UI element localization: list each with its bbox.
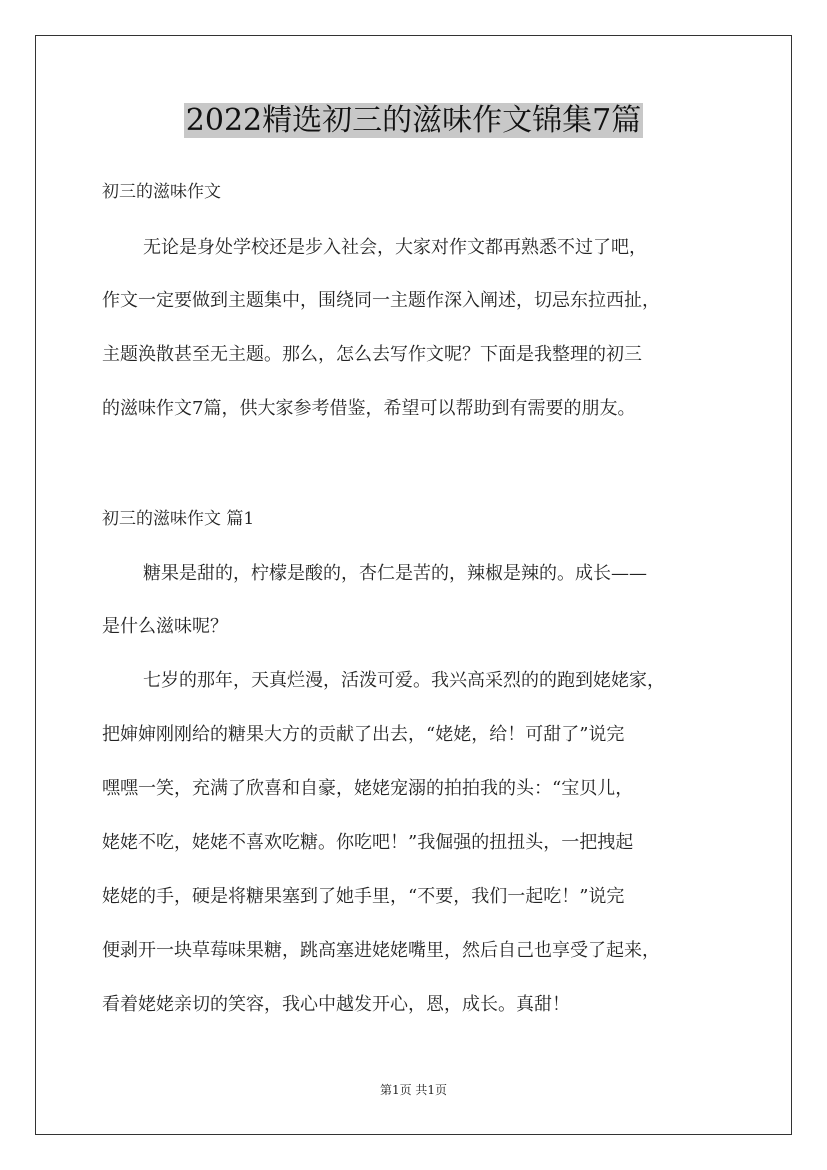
intro-line: 作文一定要做到主题集中，围绕同一主题作深入阐述，切忌东拉西扯，: [102, 290, 660, 311]
page-footer: 第1页 共1页: [379, 1083, 448, 1097]
essay1-paragraph2-line: 把婶婶刚刚给的糖果大方的贡献了出去，“姥姥，给！可甜了”说完: [102, 724, 625, 745]
essay1-paragraph2-line: 看着姥姥亲切的笑容，我心中越发开心，恩，成长。真甜！: [102, 994, 570, 1015]
intro-line: 的滋味作文7篇，供大家参考借鉴，希望可以帮助到有需要的朋友。: [102, 398, 636, 419]
intro-line: 无论是身处学校还是步入社会，大家对作文都再熟悉不过了吧，: [143, 237, 647, 258]
document-title: [0, 101, 827, 141]
essay1-heading: 初三的滋味作文 篇1: [102, 509, 255, 529]
essay1-paragraph2-line: 嘿嘿一笑，充满了欣喜和自豪，姥姥宠溺的拍拍我的头：“宝贝儿，: [102, 778, 634, 799]
essay1-paragraph2-line: 七岁的那年，天真烂漫，活泼可爱。我兴高采烈的的跑到姥姥家，: [143, 670, 665, 691]
intro-line: 主题涣散甚至无主题。那么，怎么去写作文呢？下面是我整理的初三: [102, 344, 642, 365]
essay1-paragraph2-line: 姥姥的手，硬是将糖果塞到了她手里，“不要，我们一起吃！”说完: [102, 886, 625, 907]
essay1-paragraph2-line: 姥姥不吃，姥姥不喜欢吃糖。你吃吧！”我倔强的扭扭头，一把拽起: [102, 832, 634, 853]
document-title-text: 2022精选初三的滋味作文锦集7篇: [185, 103, 642, 138]
essay1-paragraph2-line: 便剥开一块草莓味果糖，跳高塞进姥姥嘴里，然后自己也享受了起来，: [102, 940, 660, 961]
essay1-paragraph1-line: 是什么滋味呢？: [102, 616, 228, 637]
intro-heading: 初三的滋味作文: [102, 182, 221, 202]
essay1-paragraph1-line: 糖果是甜的，柠檬是酸的，杏仁是苦的，辣椒是辣的。成长——: [143, 563, 647, 584]
